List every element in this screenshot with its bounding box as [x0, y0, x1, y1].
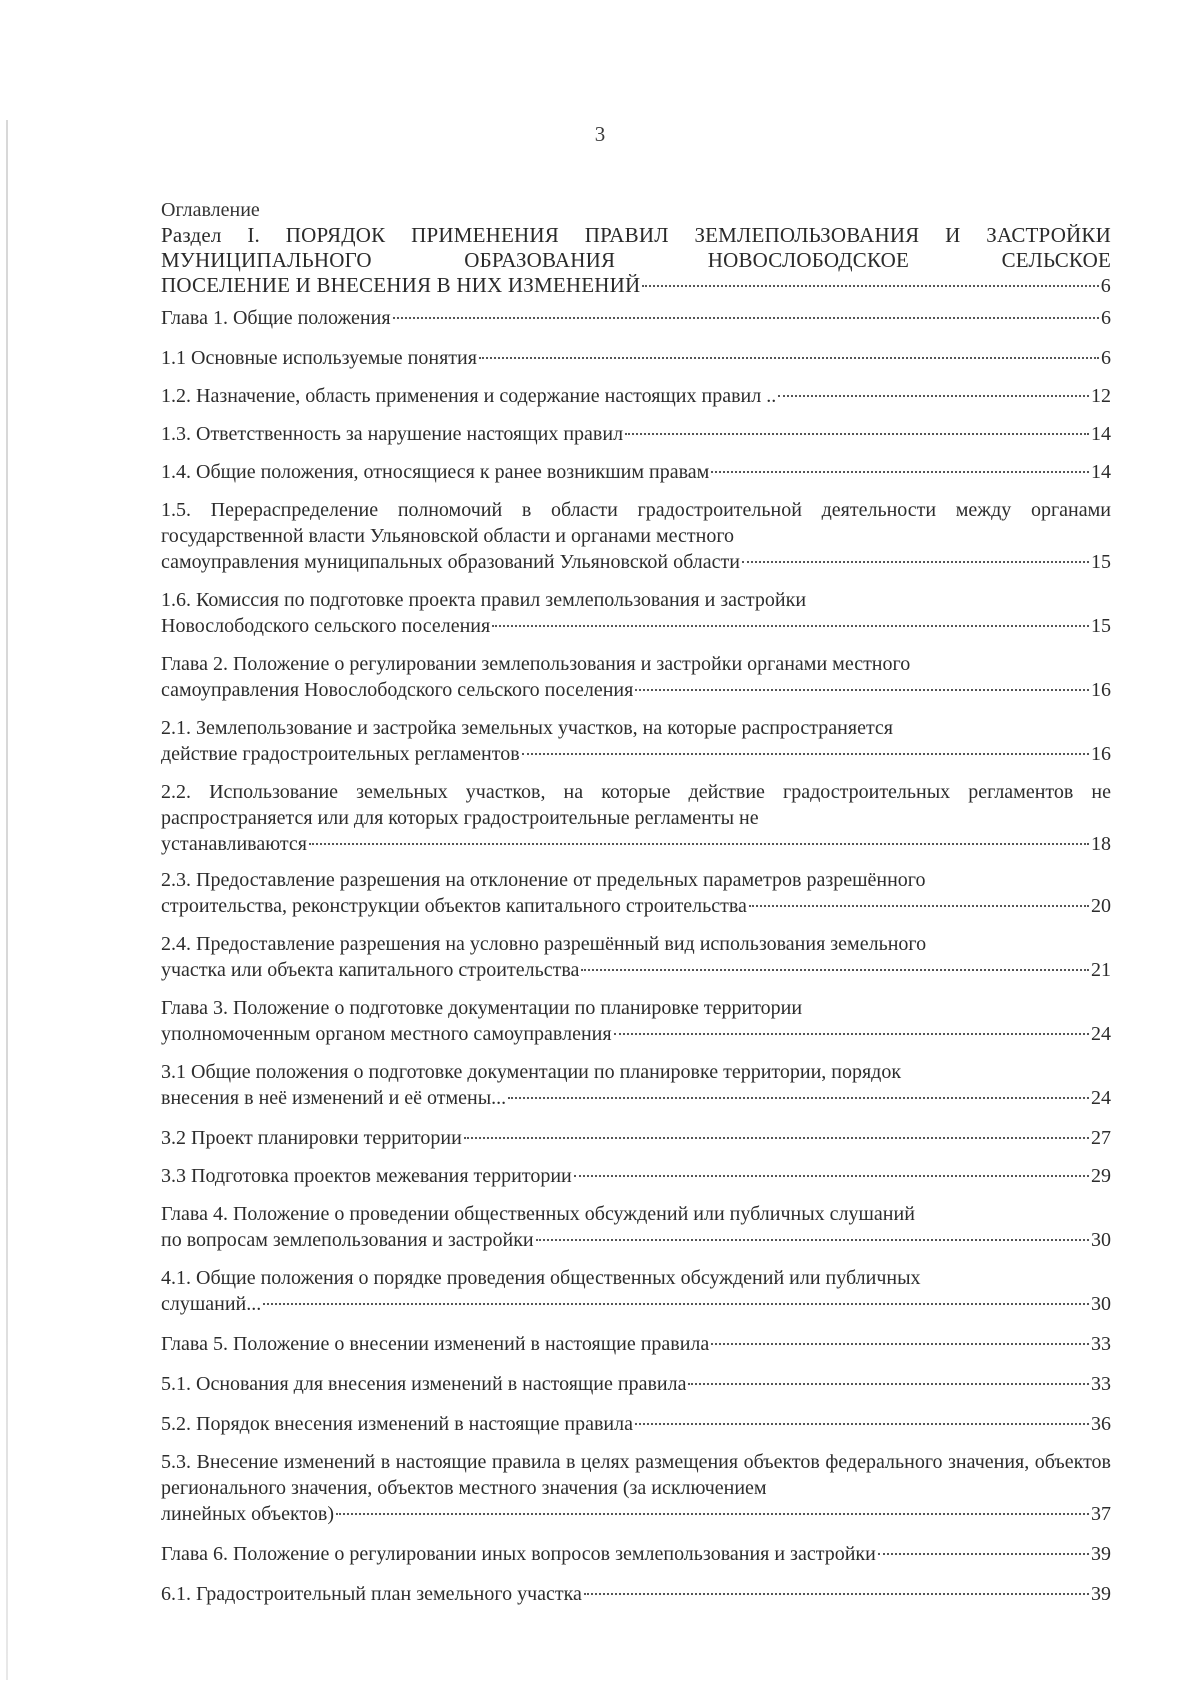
dot-leader	[614, 1033, 1089, 1035]
toc-entry-title: участка или объекта капитального строительства	[161, 959, 580, 981]
toc-entry-title: 5.2. Порядок внесения изменений в настоящие правила	[161, 1413, 633, 1435]
toc-entry-title: Глава 3. Положение о подготовке документации по планировке территории	[161, 997, 803, 1019]
dot-leader	[711, 1343, 1089, 1345]
toc-entry-title: по вопросам землепользования и застройки	[161, 1229, 534, 1251]
toc-entry[interactable]	[161, 931, 1111, 983]
toc-page-number: 12	[1091, 385, 1111, 407]
toc-entry-title: самоуправления Новослободского сельского поселения	[161, 679, 634, 701]
dot-leader	[749, 905, 1089, 907]
toc-page-number: 18	[1091, 833, 1111, 855]
toc-entry[interactable]	[161, 651, 1111, 703]
toc-page-number: 30	[1091, 1229, 1111, 1251]
dot-leader	[688, 1383, 1089, 1385]
toc-page-number: 21	[1091, 959, 1111, 981]
toc-entry[interactable]	[161, 1125, 1111, 1151]
toc-entry[interactable]	[161, 1449, 1111, 1527]
toc-entry-title: 1.3. Ответственность за нарушение настоящих правил	[161, 423, 624, 445]
toc-entry[interactable]	[161, 1411, 1111, 1437]
toc-entry-title: самоуправления муниципальных образований Ульяновской области	[161, 551, 740, 573]
toc-page-number: 30	[1091, 1293, 1111, 1315]
dot-leader	[625, 433, 1089, 435]
toc-entry-title: 1.5. Перераспределение полномочий в области градостроительной деятельности между органами государственной власти Ульяновской области и органами местного	[161, 499, 1111, 547]
dot-leader	[393, 317, 1099, 319]
toc-page-number: 33	[1091, 1373, 1111, 1395]
toc-entry[interactable]	[161, 995, 1111, 1047]
toc-page-number: 37	[1091, 1503, 1111, 1525]
scan-margin-line	[6, 120, 8, 1680]
dot-leader	[263, 1303, 1089, 1305]
toc-entry-title: 5.1. Основания для внесения изменений в настоящие правила	[161, 1373, 687, 1395]
page-number: 3	[594, 122, 606, 146]
toc-entry[interactable]	[161, 1581, 1111, 1607]
toc-entry-title: 2.3. Предоставление разрешения на отклонение от предельных параметров разрешённого	[161, 869, 926, 891]
toc-entry-title: Глава 2. Положение о регулировании землепользования и застройки органами местного	[161, 653, 911, 675]
dot-leader	[711, 471, 1089, 473]
dot-leader	[584, 1593, 1089, 1595]
toc-entry-title: Новослободского сельского поселения	[161, 615, 491, 637]
toc-entries	[161, 305, 1111, 1607]
toc-page-number: 14	[1091, 461, 1111, 483]
toc-entry[interactable]	[161, 497, 1111, 575]
toc-entry-title: 3.1 Общие положения о подготовке документации по планировке территории, порядок	[161, 1061, 902, 1083]
toc-page-number: 39	[1091, 1583, 1111, 1605]
table-of-contents	[161, 198, 1111, 1607]
toc-entry-title: уполномоченным органом местного самоуправления	[161, 1023, 612, 1045]
dot-leader	[336, 1513, 1089, 1515]
toc-page-number: 27	[1091, 1127, 1111, 1149]
toc-entry[interactable]	[161, 867, 1111, 919]
toc-page-number: 6	[1100, 275, 1111, 297]
toc-entry-title: Глава 1. Общие положения	[161, 307, 391, 329]
toc-entry[interactable]	[161, 383, 1111, 409]
toc-page-number: 16	[1091, 743, 1111, 765]
dot-leader	[508, 1097, 1089, 1099]
toc-entry-title: Глава 5. Положение о внесении изменений в настоящие правила	[161, 1333, 710, 1355]
toc-entry[interactable]	[161, 715, 1111, 767]
toc-entry[interactable]	[161, 459, 1111, 485]
toc-page-number: 16	[1091, 679, 1111, 701]
toc-page-number: 36	[1091, 1413, 1111, 1435]
toc-entry-title: устанавливаются	[161, 833, 307, 855]
toc-entry[interactable]	[161, 587, 1111, 639]
toc-entry[interactable]	[161, 1371, 1111, 1397]
toc-entry-title: 2.1. Землепользование и застройка земельных участков, на которые распространяется	[161, 717, 894, 739]
toc-page-number: 15	[1091, 615, 1111, 637]
dot-leader	[642, 285, 1098, 287]
dot-leader	[464, 1137, 1089, 1139]
toc-entry[interactable]	[161, 1331, 1111, 1357]
toc-entry-title: 1.2. Назначение, область применения и содержание настоящих правил ..	[161, 385, 777, 407]
section-title-line: МУНИЦИПАЛЬНОГО ОБРАЗОВАНИЯ НОВОСЛОБОДСКОЕ СЕЛЬСКОЕ	[161, 248, 1111, 272]
toc-entry[interactable]	[161, 305, 1111, 331]
toc-entry[interactable]	[161, 1201, 1111, 1253]
section-title-line: ПОСЕЛЕНИЕ И ВНЕСЕНИЯ В НИХ ИЗМЕНЕНИЙ	[161, 273, 641, 297]
dot-leader	[492, 625, 1089, 627]
toc-entry-title: 2.2. Использование земельных участков, на которые действие градостроительных регламентов не распространяется или для которых градостроительные регламенты не	[161, 781, 1111, 829]
toc-entry[interactable]	[161, 1059, 1111, 1111]
dot-leader	[635, 1423, 1089, 1425]
toc-entry-title: внесения в неё изменений и её отмены...	[161, 1087, 507, 1109]
toc-heading: Оглавление	[161, 199, 260, 221]
toc-entry[interactable]	[161, 1541, 1111, 1567]
toc-entry-title: 1.4. Общие положения, относящиеся к ранее возникшим правам	[161, 461, 710, 483]
dot-leader	[479, 357, 1099, 359]
toc-entry-title: 1.6. Комиссия по подготовке проекта правил землепользования и застройки	[161, 589, 807, 611]
toc-page-number: 14	[1091, 423, 1111, 445]
dot-leader	[574, 1175, 1089, 1177]
dot-leader	[635, 689, 1089, 691]
toc-entry[interactable]	[161, 779, 1111, 857]
dot-leader	[522, 753, 1089, 755]
dot-leader	[778, 395, 1089, 397]
toc-page-number: 24	[1091, 1023, 1111, 1045]
toc-entry-title: строительства, реконструкции объектов капитального строительства	[161, 895, 747, 917]
toc-page-number: 15	[1091, 551, 1111, 573]
toc-page-number: 33	[1091, 1333, 1111, 1355]
toc-entry-title: 6.1. Градостроительный план земельного участка	[161, 1583, 582, 1605]
toc-page-number: 39	[1091, 1543, 1111, 1565]
toc-entry[interactable]	[161, 1265, 1111, 1317]
toc-page-number: 20	[1091, 895, 1111, 917]
dot-leader	[581, 969, 1089, 971]
toc-entry-title: Глава 6. Положение о регулировании иных вопросов землепользования и застройки	[161, 1543, 876, 1565]
toc-page-number: 6	[1101, 347, 1111, 369]
dot-leader	[878, 1553, 1089, 1555]
section-title-line: Раздел I. ПОРЯДОК ПРИМЕНЕНИЯ ПРАВИЛ ЗЕМЛЕПОЛЬЗОВАНИЯ И ЗАСТРОЙКИ	[161, 223, 1111, 247]
toc-entry[interactable]	[161, 1163, 1111, 1189]
dot-leader	[309, 843, 1089, 845]
dot-leader	[536, 1239, 1089, 1241]
toc-entry-title: действие градостроительных регламентов	[161, 743, 520, 765]
toc-page-number: 24	[1091, 1087, 1111, 1109]
toc-page-number: 6	[1101, 307, 1111, 329]
toc-entry-title: 5.3. Внесение изменений в настоящие правила в целях размещения объектов федерального значения, объектов регионального значения, объектов местного значения (за исключением	[161, 1451, 1111, 1499]
toc-page-number: 29	[1091, 1165, 1111, 1187]
toc-entry-title: 3.3 Подготовка проектов межевания территории	[161, 1165, 572, 1187]
toc-entry-title: 3.2 Проект планировки территории	[161, 1127, 462, 1149]
toc-entry[interactable]	[161, 345, 1111, 371]
toc-entry-title: 4.1. Общие положения о порядке проведения общественных обсуждений или публичных	[161, 1267, 921, 1289]
toc-entry-title: 1.1 Основные используемые понятия	[161, 347, 477, 369]
toc-entry-title: слушаний...	[161, 1293, 262, 1315]
section-title[interactable]	[161, 223, 1111, 299]
toc-entry-title: линейных объектов)	[161, 1503, 335, 1525]
dot-leader	[742, 561, 1089, 563]
toc-entry-title: 2.4. Предоставление разрешения на условно разрешённый вид использования земельного	[161, 933, 927, 955]
toc-entry[interactable]	[161, 421, 1111, 447]
toc-entry-title: Глава 4. Положение о проведении общественных обсуждений или публичных слушаний	[161, 1203, 915, 1225]
